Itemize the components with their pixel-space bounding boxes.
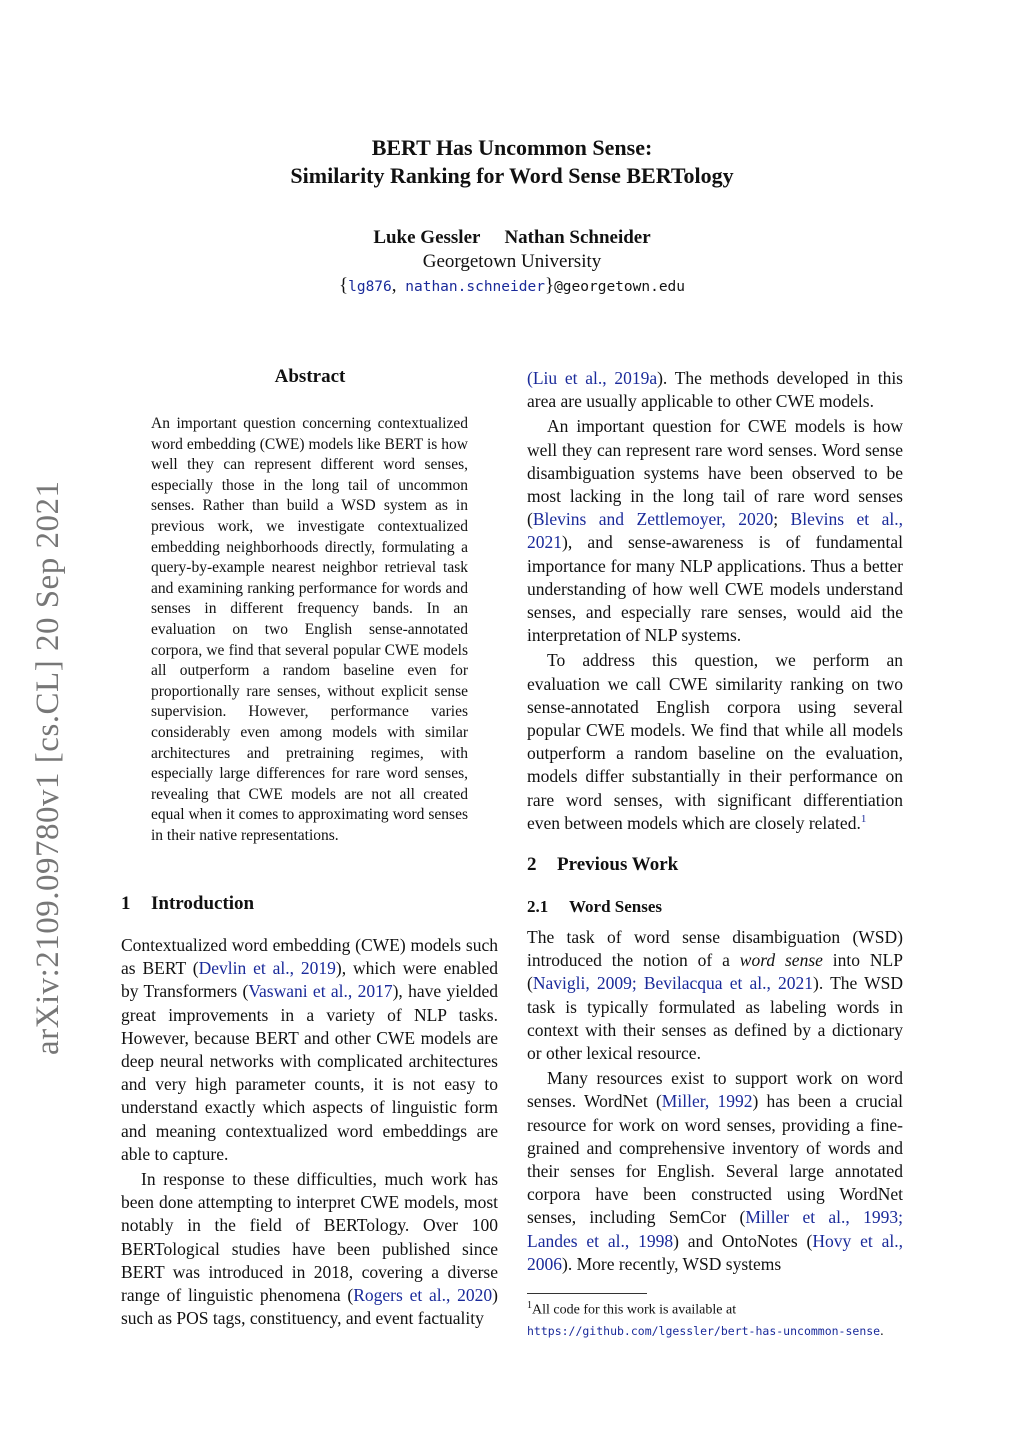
emphasis: word sense xyxy=(739,950,823,971)
citation-link[interactable]: Bevilacqua et al., 2021 xyxy=(643,973,814,994)
footnote-rule xyxy=(527,1293,647,1294)
author-name: Nathan Schneider xyxy=(504,227,651,248)
email-brace-open: { xyxy=(338,275,349,296)
text: ; xyxy=(773,509,791,530)
title-line-2: Similarity Ranking for Word Sense BERTology xyxy=(290,163,734,188)
text: ) and OntoNotes ( xyxy=(673,1230,813,1251)
title-line-1: BERT Has Uncommon Sense: xyxy=(371,135,653,160)
citation-link[interactable]: Hovy et al., 2006 xyxy=(527,1230,903,1274)
citation-link[interactable]: Navigli, 2009 xyxy=(532,973,632,994)
paragraph xyxy=(527,926,903,1065)
footnote-number: 1 xyxy=(527,1300,532,1311)
email-domain: @georgetown.edu xyxy=(554,279,686,295)
text: ). The methods developed in this area are usually applicable to other CWE models. xyxy=(527,368,903,412)
author-emails xyxy=(0,275,1024,298)
text: The task of word sense disambiguation (WSD) introduced the notion of a xyxy=(527,927,903,971)
text: ) has been a crucial resource for work on word senses, providing a fine-grained and comprehensive inventory of words and their senses for English. Several large annotated corpora have been constructed using WordNet senses, including SemCor ( xyxy=(527,1091,903,1228)
text: An important question for CWE models is how well they can represent rare word senses. Word sense disambiguation systems have been observed to be most lacking in the long tail of rare word senses ( xyxy=(527,416,903,530)
subsection-number: 2.1 xyxy=(527,897,549,916)
citation-link[interactable]: Rogers et al., 2020 xyxy=(353,1285,493,1306)
intro-left-column xyxy=(121,934,498,1332)
email-brace-close: } xyxy=(544,275,555,296)
section-title: Previous Work xyxy=(557,854,679,875)
paragraph xyxy=(527,1067,903,1276)
paragraph xyxy=(121,934,498,1166)
previous-work-column xyxy=(527,926,903,1278)
author-list xyxy=(0,226,1024,250)
text: ), have yielded great improvements in a variety of NLP tasks. However, because BERT and other CWE models are deep neural networks with complicated architectures and very high parameter counts, it is not easy to understand exactly which aspects of linguistic form and meaning contextualized word embeddings are able to capture. xyxy=(121,981,498,1164)
footnote-marker[interactable]: 1 xyxy=(860,813,867,826)
citation-link[interactable]: Devlin et al., 2019 xyxy=(198,958,336,979)
paragraph xyxy=(527,649,903,835)
paragraph xyxy=(121,1168,498,1330)
subsection-heading-word-senses xyxy=(527,897,662,917)
footnote-text: All code for this work is available at xyxy=(532,1302,737,1318)
section-heading-introduction xyxy=(121,893,254,915)
text: ), and sense-awareness is of fundamental importance for many NLP applications. Thus a better understanding of how well CWE models understand senses, and especially rare senses, would aid the interpretation of NLP systems. xyxy=(527,532,903,646)
section-number: 1 xyxy=(121,893,131,914)
section-title: Introduction xyxy=(151,893,255,914)
text: ). More recently, WSD systems xyxy=(562,1253,782,1274)
email-link-2[interactable]: nathan.schneider xyxy=(405,279,545,295)
affiliation: Georgetown University xyxy=(422,251,602,272)
citation-link[interactable]: (Liu et al., 2019a xyxy=(527,368,658,388)
text: ). The WSD task is typically formulated as labeling words in context with their senses as defined by a dictionary or other lexical resource. xyxy=(527,973,903,1064)
arxiv-identifier: arXiv:2109.09780v1 [cs.CL] 20 Sep 2021 xyxy=(30,480,66,1055)
email-separator: , xyxy=(391,275,397,296)
section-number: 2 xyxy=(527,854,537,875)
footnote-end: . xyxy=(880,1323,884,1339)
abstract-text: An important question concerning contextualized word embedding (CWE) models like BERT is how well they can represent different word senses, especially those in the long tail of uncommon senses. Rather than build a WSD system as in previous work, we investigate contextualized embedding neighborhoods directly, formulating a query-by-example nearest neighbor retrieval task and examining ranking performance for words and senses in different frequency bands. In an evaluation on two English sense-annotated corpora, we find that several popular CWE models all outperform a random baseline even for proportionally rare senses, without explicit sense supervision. However, performance varies considerably even among models with similar architectures and pretraining regimes, with especially large differences for rare word senses, revealing that CWE models are not all created equal when it comes to approximating word senses in their native representations. xyxy=(151,415,468,844)
abstract-heading: Abstract xyxy=(274,366,346,387)
text: In response to these difficulties, much work has been done attempting to interpret CWE models, most notably in the field of BERTology. Over 100 BERTological studies have been published since BERT was introduced in 2018, covering a diverse range of linguistic phenomena ( xyxy=(121,1169,498,1306)
subsection-title: Word Senses xyxy=(569,897,663,916)
email-link-1[interactable]: lg876 xyxy=(348,279,392,295)
footnote xyxy=(527,1296,907,1342)
citation-separator: ; xyxy=(631,973,644,994)
paragraph xyxy=(527,367,903,413)
footnote-url-link[interactable]: https://github.com/lgessler/bert-has-uncommon-sense xyxy=(527,1323,881,1338)
citation-link[interactable]: Blevins and Zettlemoyer, 2020 xyxy=(532,509,774,530)
intro-right-column xyxy=(527,367,903,837)
citation-separator: ; xyxy=(898,1207,903,1228)
paragraph xyxy=(527,415,903,647)
section-heading-previous-work xyxy=(527,854,678,876)
author-name: Luke Gessler xyxy=(373,227,481,248)
text: Many resources exist to support work on word senses. WordNet ( xyxy=(527,1068,903,1112)
citation-link[interactable]: Blevins et al., 2021 xyxy=(527,509,903,553)
text: ), which were enabled by Transformers ( xyxy=(121,958,499,1002)
text: into NLP ( xyxy=(527,950,903,994)
citation-link[interactable]: Landes et al., 1998 xyxy=(527,1230,674,1251)
citation-link[interactable]: Miller, 1992 xyxy=(661,1091,753,1112)
paper-title xyxy=(0,134,1024,190)
text: ) such as POS tags, constituency, and event factuality xyxy=(121,1285,498,1329)
citation-link[interactable]: Vaswani et al., 2017 xyxy=(248,981,393,1002)
text: To address this question, we perform an evaluation we call CWE similarity ranking on two sense-annotated English corpora using several popular CWE models. We find that while all models outperform a random baseline on the evaluation, models differ substantially in their performance on rare word senses, with significant differentiation even between models which are closely related. xyxy=(527,650,903,833)
text: Contextualized word embedding (CWE) models such as BERT ( xyxy=(121,935,498,979)
citation-link[interactable]: Miller et al., 1993 xyxy=(745,1207,899,1228)
